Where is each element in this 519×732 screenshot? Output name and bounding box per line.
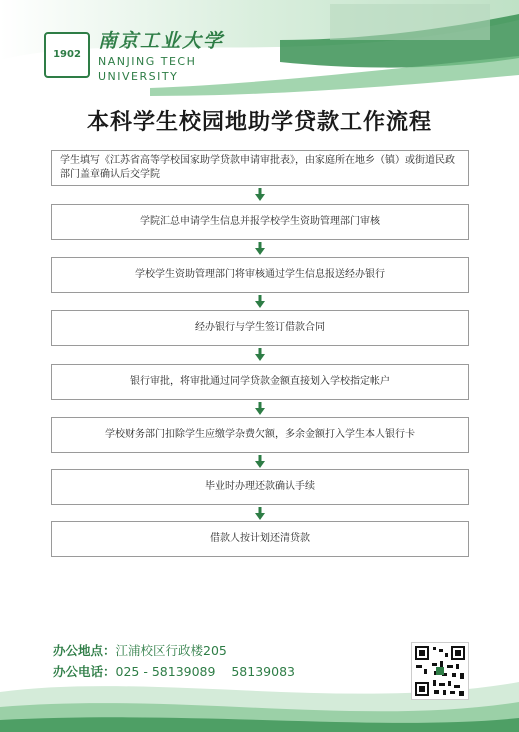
arrow-down-icon [255, 242, 265, 256]
flow-step-3: 学校学生资助管理部门将审核通过学生信息报送经办银行 [51, 257, 469, 293]
phone-label: 办公电话： [53, 664, 116, 679]
qr-code-icon [411, 642, 469, 700]
university-name-en-2: UNIVERSITY [98, 70, 179, 83]
arrow-down-icon [255, 295, 265, 309]
flow-step-5: 银行审批，将审批通过同学贷款金额直接划入学校指定帐户 [51, 364, 469, 400]
flow-step-1: 学生填写《江苏省高等学校国家助学贷款申请审批表》，由家庭所在地乡（镇）或街道民政部门盖章确认后交学院 [51, 150, 469, 186]
university-emblem-icon: 1902 [44, 32, 90, 78]
arrow-down-icon [255, 455, 265, 469]
flow-step-8: 借款人按计划还清贷款 [51, 521, 469, 557]
flow-step-4: 经办银行与学生签订借款合同 [51, 310, 469, 346]
contact-info [53, 640, 295, 682]
phone-value: 025 - 58139089 58139083 [115, 664, 295, 679]
arrow-down-icon [255, 348, 265, 362]
university-name-en-1: NANJING TECH [98, 55, 197, 68]
arrow-down-icon [255, 507, 265, 521]
university-name-cn: 南京工业大学 [98, 30, 225, 52]
address-value: 江浦校区行政楼205 [115, 643, 227, 658]
flow-step-7: 毕业时办理还款确认手续 [51, 469, 469, 505]
university-logo [44, 26, 224, 83]
page-title: 本科学生校园地助学贷款工作流程 [86, 109, 432, 135]
flow-step-2: 学院汇总申请学生信息并报学校学生资助管理部门审核 [51, 204, 469, 240]
arrow-down-icon [255, 188, 265, 202]
flow-step-6: 学校财务部门扣除学生应缴学杂费欠额，多余金额打入学生本人银行卡 [51, 417, 469, 453]
header-banner [0, 0, 519, 110]
address-label: 办公地点： [53, 643, 116, 658]
arrow-down-icon [255, 402, 265, 416]
